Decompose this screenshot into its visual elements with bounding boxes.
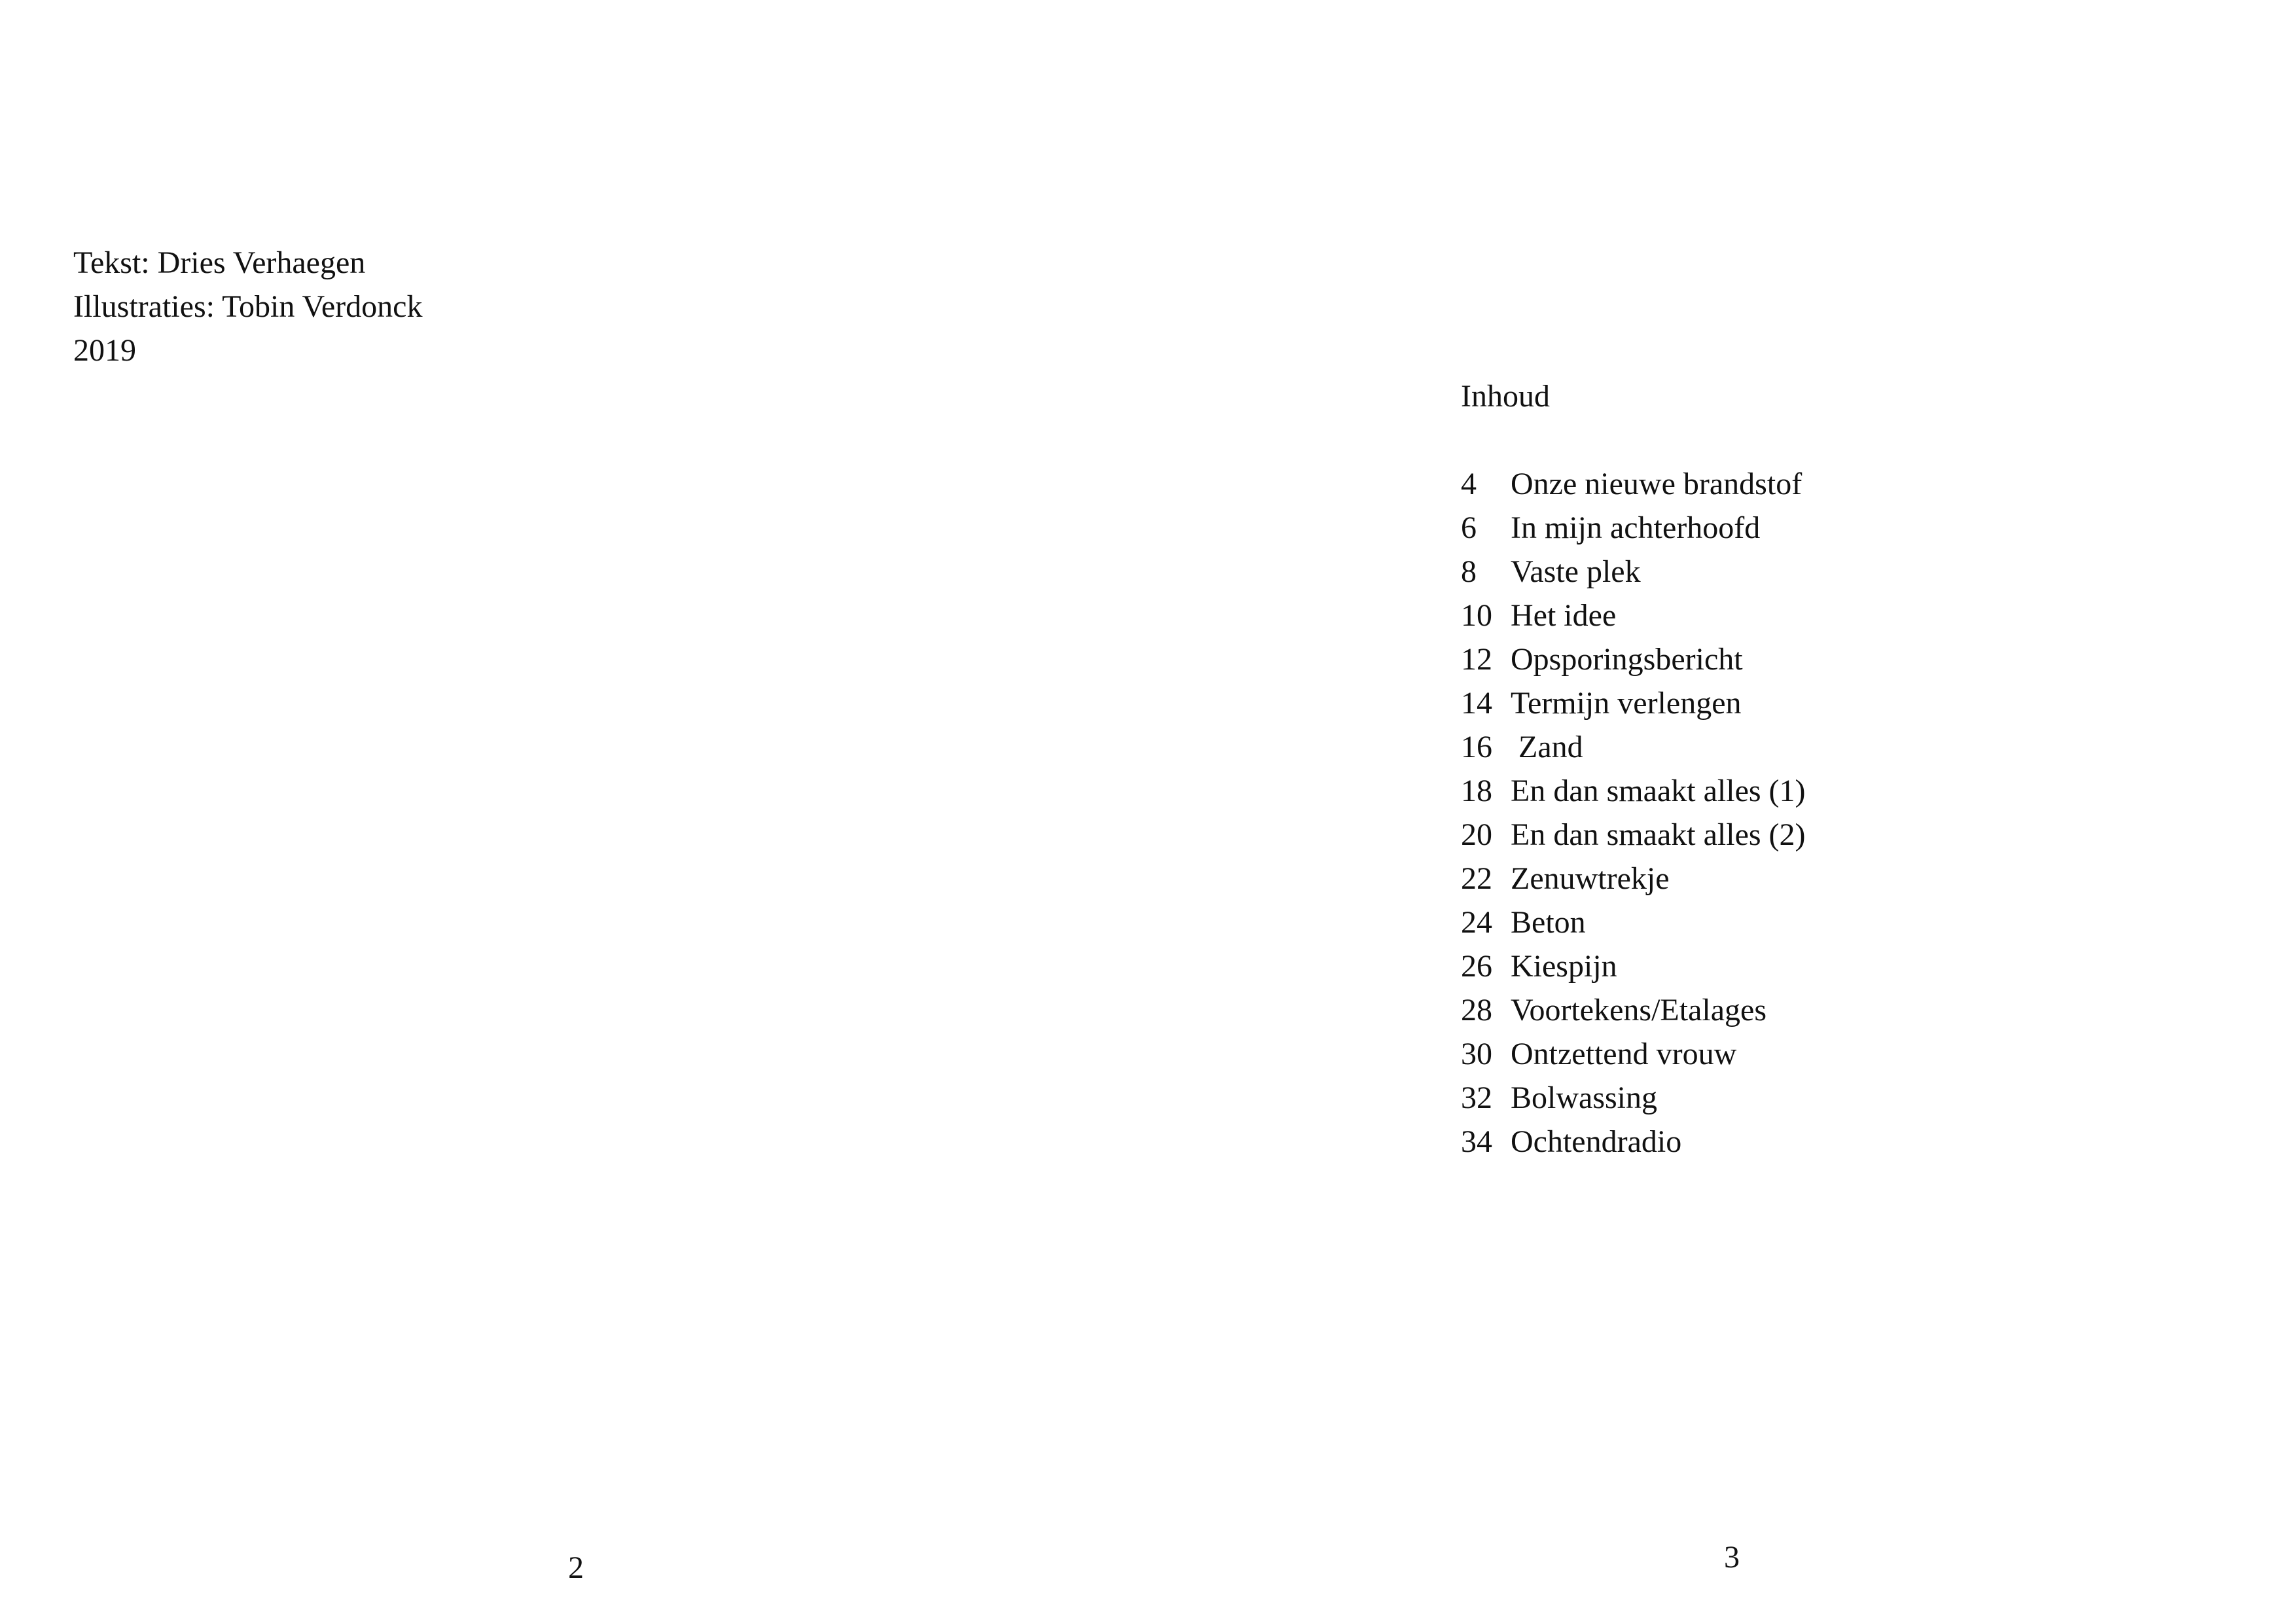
toc-entry — [1461, 901, 1806, 944]
toc-entry — [1461, 944, 1806, 988]
toc-entry-title: Zand — [1511, 730, 1583, 764]
toc-entry — [1461, 857, 1806, 901]
toc-entry-title: Beton — [1511, 905, 1586, 940]
toc-entry-page: 16 — [1461, 730, 1492, 764]
toc-entry-title: In mijn achterhoofd — [1511, 510, 1761, 545]
toc-entry — [1461, 769, 1806, 813]
toc-entry-title: Onze nieuwe brandstof — [1511, 467, 1803, 501]
toc-heading: Inhoud — [1461, 379, 1550, 414]
toc-entry-title: Het idee — [1511, 598, 1617, 633]
toc-entry-page: 18 — [1461, 774, 1492, 808]
toc-entry — [1461, 637, 1806, 681]
toc-entry-page: 20 — [1461, 817, 1492, 852]
toc-entry — [1461, 813, 1806, 857]
toc-entry-title: En dan smaakt alles (2) — [1511, 817, 1806, 852]
illustration-credit: Illustraties: Tobin Verdonck — [73, 289, 423, 324]
toc-entry-title: Ontzettend vrouw — [1511, 1037, 1737, 1071]
toc-entry-title: Vaste plek — [1511, 554, 1641, 589]
page-number-right: 3 — [1724, 1540, 1740, 1575]
toc-entry-title: Opsporingsbericht — [1511, 642, 1743, 677]
toc-entry-page: 24 — [1461, 905, 1492, 940]
toc-entry-title: Bolwassing — [1511, 1080, 1658, 1115]
toc-entry — [1461, 1076, 1806, 1120]
toc-entry-page: 22 — [1461, 861, 1492, 896]
table-of-contents — [1461, 374, 1806, 1164]
toc-entry — [1461, 1032, 1806, 1076]
toc-entry-page: 10 — [1461, 598, 1492, 633]
toc-entry — [1461, 506, 1806, 550]
toc-entry — [1461, 725, 1806, 769]
toc-entry-page: 26 — [1461, 949, 1492, 984]
toc-entry-title: Ochtendradio — [1511, 1124, 1682, 1159]
publication-year: 2019 — [73, 333, 136, 368]
toc-entry — [1461, 462, 1806, 506]
toc-entry — [1461, 550, 1806, 594]
toc-entry-page: 34 — [1461, 1124, 1492, 1159]
toc-entry-page: 28 — [1461, 993, 1492, 1027]
toc-entry-page: 4 — [1461, 467, 1477, 501]
text-credit: Tekst: Dries Verhaegen — [73, 245, 366, 280]
toc-entry-page: 12 — [1461, 642, 1492, 677]
toc-entry — [1461, 594, 1806, 637]
page-number-left: 2 — [568, 1550, 584, 1585]
toc-entry-page: 14 — [1461, 686, 1492, 721]
toc-entry-page: 32 — [1461, 1080, 1492, 1115]
toc-entry-page: 30 — [1461, 1037, 1492, 1071]
toc-entry-page: 6 — [1461, 510, 1477, 545]
toc-entry — [1461, 681, 1806, 725]
colophon — [73, 241, 422, 372]
toc-entry-title: Voortekens/Etalages — [1511, 993, 1767, 1027]
toc-entry — [1461, 1120, 1806, 1164]
toc-entry-page: 8 — [1461, 554, 1477, 589]
toc-entry-title: Zenuwtrekje — [1511, 861, 1670, 896]
toc-entry-title: Termijn verlengen — [1511, 686, 1742, 721]
right-page — [1148, 0, 2296, 1623]
toc-entry — [1461, 988, 1806, 1032]
toc-list — [1461, 462, 1806, 1164]
toc-entry-title: En dan smaakt alles (1) — [1511, 774, 1806, 808]
toc-entry-title: Kiespijn — [1511, 949, 1617, 984]
